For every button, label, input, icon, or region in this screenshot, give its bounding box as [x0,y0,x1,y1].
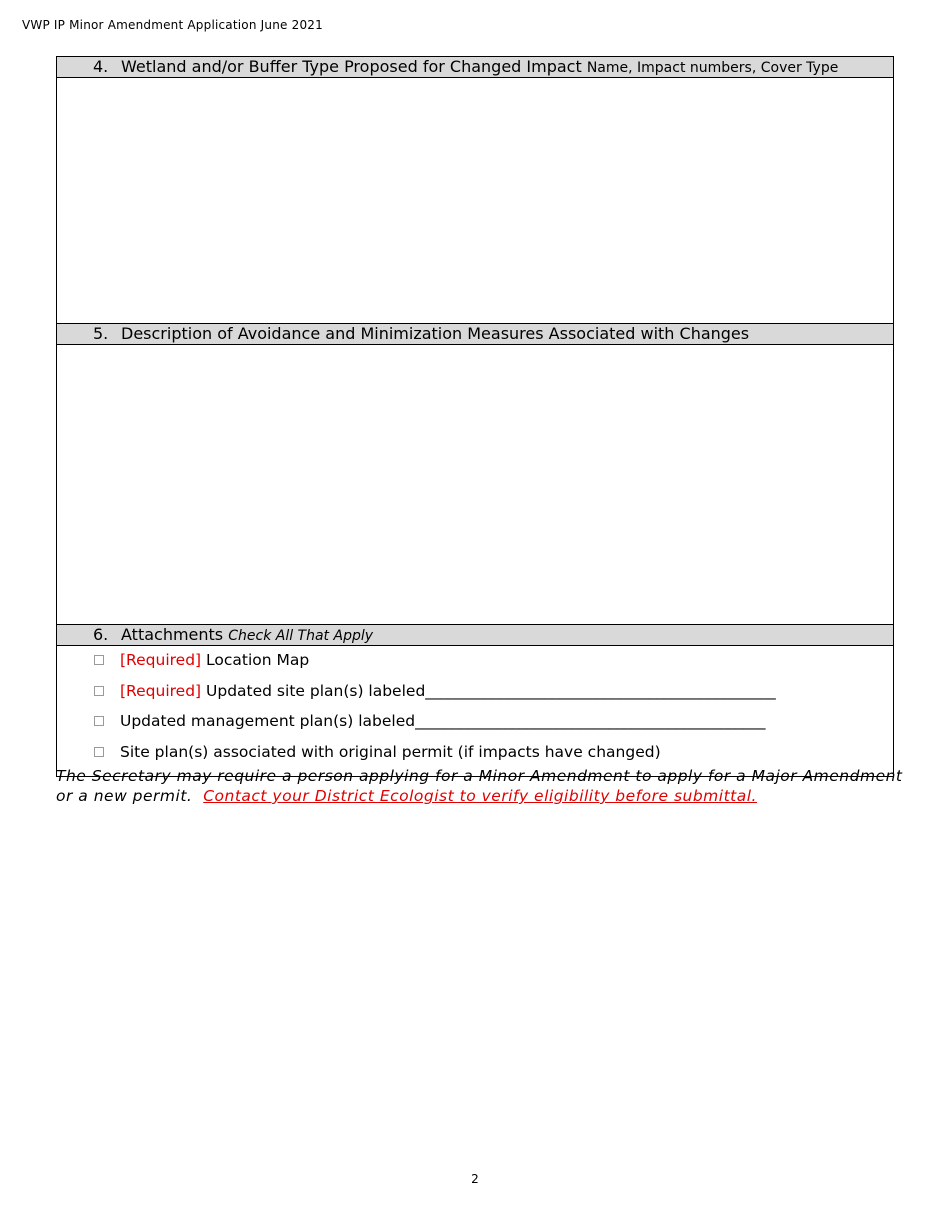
section-6-title-line [121,625,373,646]
section-5-title: Description of Avoidance and Minimization Measures Associated with Changes [121,324,750,343]
updated-site-plan-checkbox[interactable] [94,686,104,696]
section-4-input-area[interactable] [57,78,893,324]
attachment-label: Location Map [206,651,310,669]
page-number: 2 [471,1172,479,1186]
notice-text: The Secretary may require a person applying for a Minor Amendment to apply for a Major Amendment or a new permit. [56,767,903,805]
updated-site-plan-label-blank[interactable]: _______________________________________________ [425,681,776,700]
attachment-label: Site plan(s) associated with original permit (if impacts have changed) [120,742,661,761]
section-5-header [57,324,893,345]
attachment-updated-management-plan [57,709,893,740]
attachment-label: Updated management plan(s) labeled [120,712,416,730]
eligibility-notice [56,766,906,806]
attachment-label: Updated site plan(s) labeled [206,681,426,700]
section-4-title-line [121,57,838,78]
section-6-number: 6. [93,625,109,644]
original-site-plan-checkbox[interactable] [94,747,104,757]
attachment-updated-site-plan [57,679,893,710]
section-6-hint: Check All That Apply [228,628,374,644]
section-5-number: 5. [93,324,109,343]
district-ecologist-link[interactable]: Contact your District Ecologist to verify eligibility before submittal. [203,787,757,805]
section-4-number: 4. [93,57,109,76]
section-6-title: Attachments [121,625,224,644]
required-tag: [Required] [120,651,202,669]
section-6-header [57,625,893,646]
section-4-title: Wetland and/or Buffer Type Proposed for Changed Impact [121,57,582,76]
section-5-input-area[interactable] [57,345,893,625]
section-4-header [57,57,893,78]
document-header: VWP IP Minor Amendment Application June 2021 [22,18,323,32]
section-4-hint: Name, Impact numbers, Cover Type [586,60,839,76]
attachments-list [57,646,893,776]
location-map-checkbox[interactable] [94,655,104,665]
amendment-form-table [56,56,894,777]
updated-management-plan-checkbox[interactable] [94,716,104,726]
required-tag: [Required] [120,681,202,700]
attachment-location-map [57,648,893,679]
updated-management-plan-label-blank[interactable]: _______________________________________________ [415,712,766,730]
